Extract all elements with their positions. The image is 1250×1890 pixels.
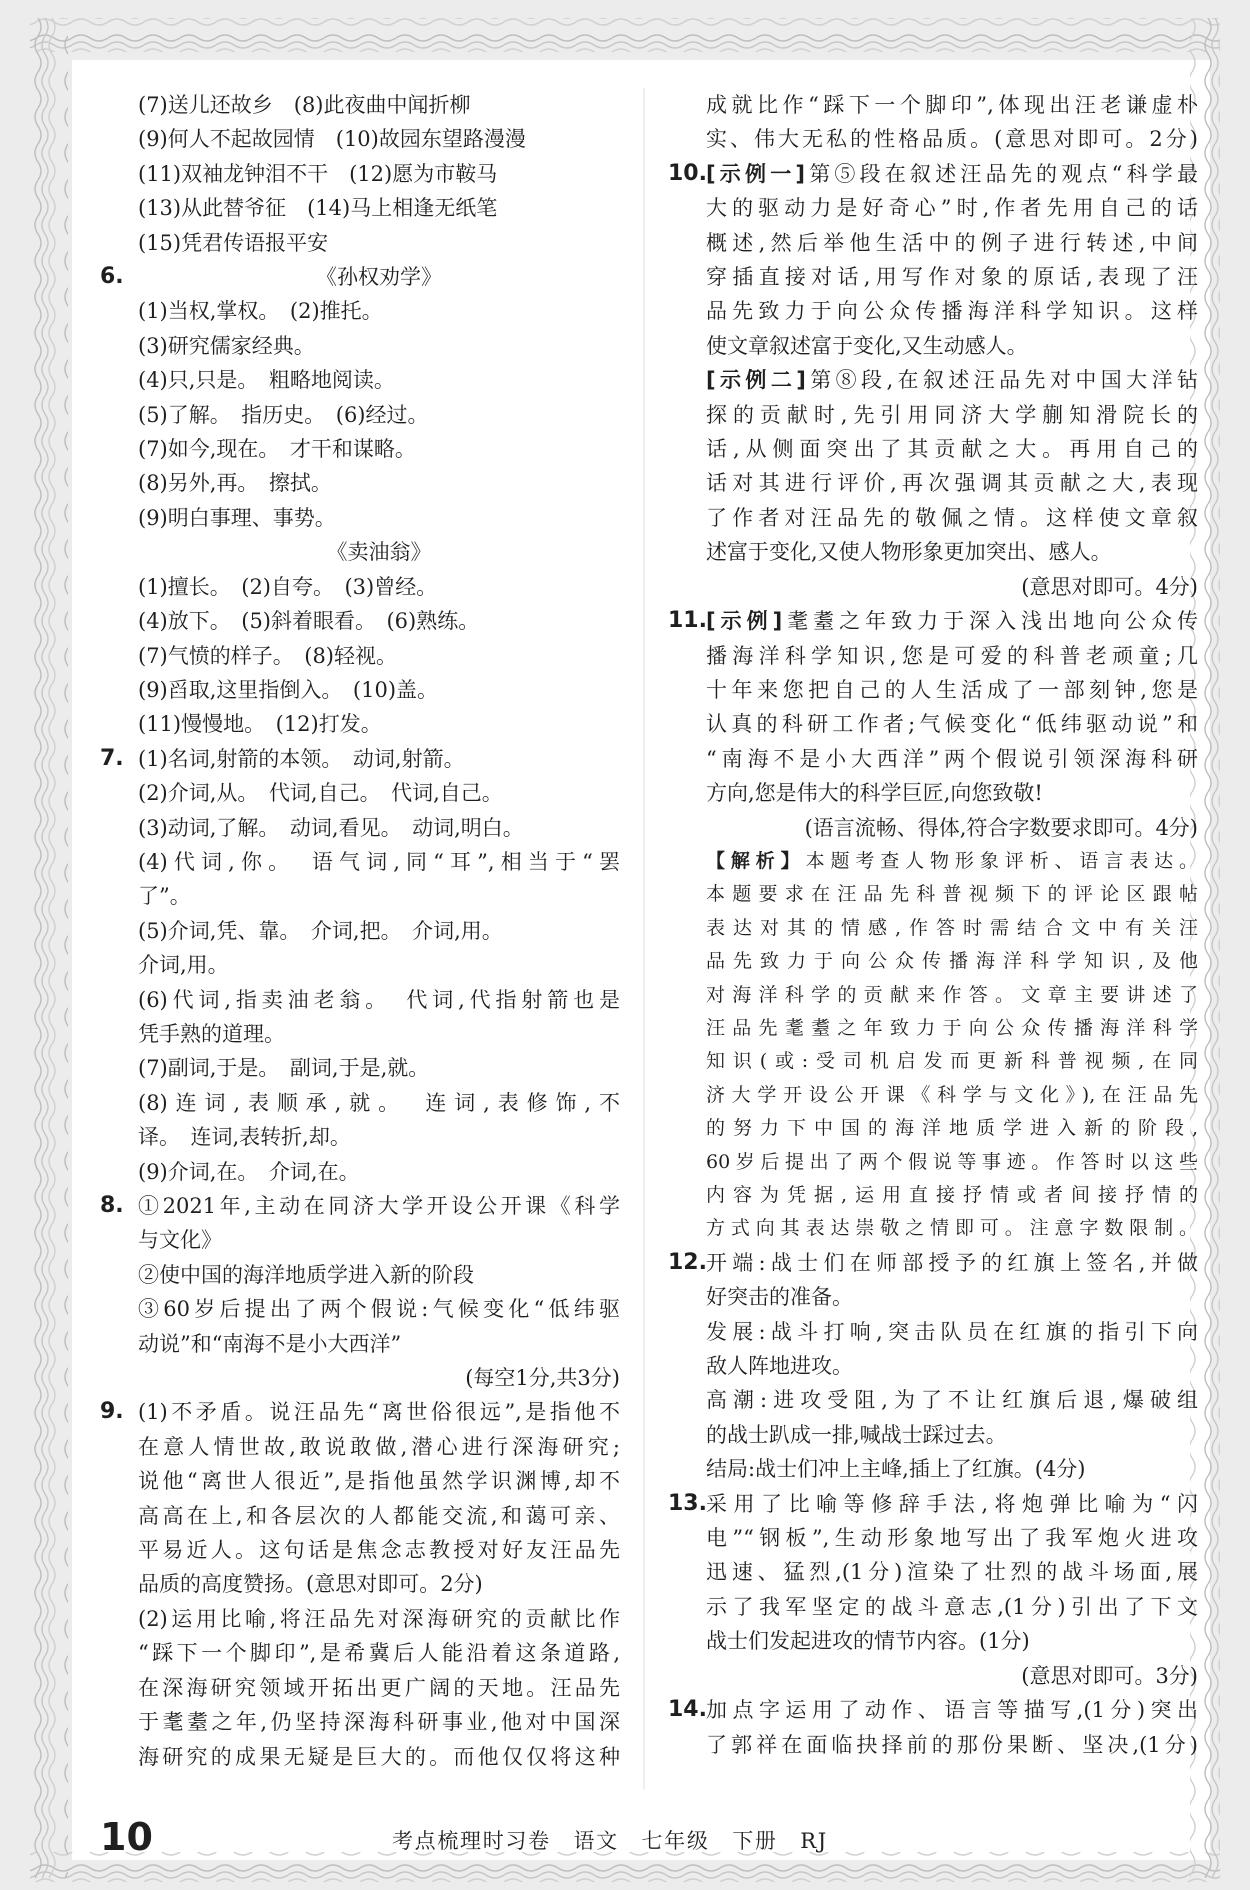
line-text: 60岁后提出了两个假说等事迹。作答时以这些	[706, 1150, 1198, 1173]
line-text: (2)介词,从。 代词,自己。 代词,自己。	[138, 781, 503, 806]
line-text: (9)介词,在。 介词,在。	[138, 1159, 360, 1184]
question-number: 13.	[668, 1490, 707, 1516]
answer-line	[138, 1533, 620, 1567]
line-text: 了作者对汪品先的敬佩之情。这样使文章叙	[706, 505, 1198, 530]
line-text: 知识(或:受司机启发而更新科普视频,在同	[706, 1050, 1198, 1073]
line-text: (语言流畅、得体,符合字数要求即可。4分)	[804, 815, 1198, 840]
answer-line	[706, 1452, 1198, 1486]
answer-line	[138, 191, 620, 225]
line-text: ①2021年,主动在同济大学开设公开课《科学	[138, 1194, 620, 1218]
line-text: 译。 连词,表转折,却。	[138, 1125, 351, 1150]
question-number: 14.	[668, 1697, 707, 1723]
line-text: 大的驱动力是好奇心”时,作者先用自己的话	[706, 196, 1198, 221]
line-text: 探的贡献时,先引用同济大学蒯知滑院长的	[706, 402, 1198, 427]
answer-line	[138, 1464, 620, 1498]
answer-line	[706, 1555, 1198, 1589]
line-text: 电”“钢板”,生动形象地写出了我军炮火进攻	[706, 1526, 1198, 1551]
answer-line	[138, 707, 620, 741]
line-text: 内容为凭据,运用直接抒情或者间接抒情的	[706, 1184, 1198, 1206]
answer-line	[706, 1112, 1198, 1145]
answer-item	[100, 1189, 620, 1395]
answer-line	[138, 639, 620, 673]
line-text: (意思对即可。3分)	[1021, 1663, 1198, 1688]
example-tag: [示例一]	[706, 161, 806, 186]
line-text: 于耄耋之年,仍坚持深海科研事业,他对中国深	[138, 1710, 620, 1735]
answer-line	[706, 1693, 1198, 1727]
answer-line	[138, 122, 620, 156]
line-text: (8)另外,再。 擦拭。	[138, 471, 332, 496]
line-text: (3)动词,了解。 动词,看见。 动词,明白。	[138, 815, 524, 840]
answer-line	[138, 1051, 620, 1085]
line-text: 迅速、猛烈,(1分)渲染了壮烈的战斗场面,展	[706, 1560, 1198, 1585]
answer-line	[706, 1179, 1198, 1212]
line-text: (7)如今,现在。 才干和谋略。	[138, 437, 416, 462]
answer-line	[706, 604, 1198, 638]
line-text: ③60岁后提出了两个假说:气候变化“低纬驱	[138, 1297, 620, 1322]
answer-item	[100, 260, 620, 742]
answer-line	[138, 1602, 620, 1636]
answer-line	[706, 845, 1198, 878]
answer-line	[138, 879, 620, 913]
answer-line	[138, 1430, 620, 1464]
answer-line	[138, 1223, 620, 1257]
answer-line	[138, 1292, 620, 1326]
answer-line	[706, 811, 1198, 845]
line-text: 海研究的成果无疑是巨大的。而他仅仅将这种	[138, 1744, 620, 1769]
answer-line	[138, 1705, 620, 1739]
line-text: 概述,然后举他生活中的例子进行转述,中间	[706, 230, 1198, 255]
line-text: (13)从此替爷征 (14)马上相逢无纸笔	[138, 196, 498, 221]
question-number: 7.	[100, 745, 124, 771]
answer-line	[706, 912, 1198, 945]
answer-line	[706, 1045, 1198, 1078]
answer-line	[138, 673, 620, 707]
answer-line	[138, 742, 620, 776]
line-text: 对海洋科学的贡献来作答。文章主要讲述了	[706, 983, 1198, 1006]
answer-line	[706, 1212, 1198, 1245]
question-number: 12.	[668, 1249, 707, 1275]
line-text: 发展:战斗打响,突击队员在红旗的指引下向	[706, 1319, 1198, 1344]
answer-line	[138, 1189, 620, 1223]
question-number: 6.	[100, 264, 124, 290]
line-text: 《卖油翁》	[326, 540, 432, 565]
left-column	[100, 88, 620, 1774]
answer-line	[138, 1120, 620, 1154]
right-column	[668, 88, 1198, 1762]
line-text: 了郭祥在面临抉择前的那份果断、坚决,(1分)	[706, 1732, 1198, 1757]
line-text: 成就比作“踩下一个脚印”,体现出汪老谦虚朴	[706, 93, 1198, 117]
footer-title: 考点梳理时习卷 语文 七年级 下册 RJ	[392, 1829, 828, 1853]
line-text: 介词,用。	[138, 953, 229, 978]
answer-line	[706, 88, 1198, 122]
answer-line	[706, 191, 1198, 225]
line-text: (5)介词,凭、靠。 介词,把。 介词,用。	[138, 918, 503, 943]
example-tag: [示例二]	[706, 368, 806, 393]
question-number: 10.	[668, 160, 707, 186]
answer-line	[706, 742, 1198, 776]
answer-line	[138, 776, 620, 810]
answer-line	[138, 570, 620, 604]
line-text: (2)运用比喻,将汪品先对深海研究的贡献比作	[138, 1606, 620, 1631]
answer-line	[138, 1740, 620, 1774]
line-text: 品先致力于向公众传播海洋科学知识,及他	[706, 950, 1198, 973]
answer-line	[706, 260, 1198, 294]
line-text: 的努力下中国的海洋地质学进入新的阶段,	[706, 1117, 1198, 1140]
answer-line	[706, 1280, 1198, 1314]
line-text: 开端:战士们在师部授予的红旗上签名,并做	[706, 1250, 1198, 1275]
line-text: 平易近人。这句话是焦念志教授对好友汪品先	[138, 1538, 620, 1563]
line-text: 在意人情世故,敢说敢做,潜心进行深海研究;	[138, 1434, 620, 1459]
answer-line	[138, 226, 620, 260]
line-text: (意思对即可。4分)	[1021, 574, 1198, 599]
line-text: (1)不矛盾。说汪品先“离世俗很远”,是指他不	[138, 1400, 620, 1425]
answer-line	[138, 157, 620, 191]
answer-line	[706, 1418, 1198, 1452]
line-text: ②使中国的海洋地质学进入新的阶段	[138, 1262, 474, 1287]
answer-line	[138, 1671, 620, 1705]
line-text: 好突击的准备。	[706, 1285, 853, 1310]
answer-line	[706, 639, 1198, 673]
line-text: (9)舀取,这里指倒入。 (10)盖。	[138, 677, 439, 702]
answer-line	[138, 845, 620, 879]
line-text: 采用了比喻等修辞手法,将炮弹比喻为“闪	[706, 1491, 1198, 1516]
answer-line	[706, 363, 1198, 397]
answer-line	[138, 1395, 620, 1429]
line-text: 第⑤段在叙述汪品先的观点“科学最	[805, 161, 1198, 186]
answer-line	[138, 294, 620, 328]
line-text: “南海不是小大西洋”两个假说引领深海科研	[706, 746, 1198, 771]
answer-line	[138, 948, 620, 982]
analysis-block	[668, 845, 1198, 1246]
answer-line	[706, 979, 1198, 1012]
line-text: 第⑧段,在叙述汪品先对中国大洋钻	[805, 368, 1198, 393]
line-text: (4)只,只是。 粗略地阅读。	[138, 368, 395, 393]
answer-line	[706, 1728, 1198, 1762]
line-text: (7)送儿还故乡 (8)此夜曲中闻折柳	[138, 93, 471, 117]
line-text: 认真的科研工作者;气候变化“低纬驱动说”和	[706, 712, 1198, 737]
example-tag: 【解析】	[706, 849, 806, 872]
answer-line	[706, 1315, 1198, 1349]
line-text: 述富于变化,又使人物形象更加突出、感人。	[706, 540, 1112, 565]
answer-line	[138, 1636, 620, 1670]
line-text: 示了我军坚定的战斗意志,(1分)引出了下文	[706, 1594, 1198, 1619]
answer-line	[706, 945, 1198, 978]
line-text: (1)名词,射箭的本领。 动词,射箭。	[138, 746, 465, 771]
line-text: 十年来您把自己的人生活成了一部刻钟,您是	[706, 677, 1198, 702]
page-number: 10	[100, 1815, 153, 1859]
line-text: 使文章叙述富于变化,又生动感人。	[706, 333, 1028, 358]
answer-line	[138, 811, 620, 845]
line-text: (每空1分,共3分)	[465, 1366, 620, 1391]
answer-line	[706, 1349, 1198, 1383]
line-text: 品先致力于向公众传播海洋科学知识。这样	[706, 299, 1198, 324]
answer-line	[138, 260, 620, 294]
answer-line	[138, 1567, 620, 1601]
line-text: 了”。	[138, 884, 191, 909]
answer-line	[706, 501, 1198, 535]
line-text: (4)放下。 (5)斜着眼看。 (6)熟练。	[138, 609, 480, 634]
line-text: (9)何人不起故园情 (10)故园东望路漫漫	[138, 127, 526, 152]
line-text: 方向,您是伟大的科学巨匠,向您致敬!	[706, 781, 1043, 806]
answer-line	[706, 1079, 1198, 1112]
answer-line	[706, 1659, 1198, 1693]
line-text: (11)双袖龙钟泪不干 (12)愿为市鞍马	[138, 161, 498, 186]
answer-line	[138, 466, 620, 500]
line-text: 在深海研究领域开拓出更广阔的天地。汪品先	[138, 1675, 620, 1700]
line-text: (3)研究儒家经典。	[138, 333, 315, 358]
answer-line	[138, 432, 620, 466]
line-text: (9)明白事理、事势。	[138, 505, 336, 530]
line-text: 高高在上,和各层次的人都能交流,和蔼可亲、	[138, 1503, 620, 1528]
answer-line	[706, 329, 1198, 363]
line-text: 品质的高度赞扬。(意思对即可。2分)	[138, 1572, 483, 1597]
answer-line	[138, 535, 620, 569]
answer-line	[706, 1624, 1198, 1658]
line-text: 方式向其表达崇敬之情即可。注意字数限制。	[706, 1217, 1198, 1240]
line-text: (5)了解。 指历史。 (6)经过。	[138, 402, 429, 427]
line-text: 表达对其的情感,作答时需结合文中有关汪	[706, 916, 1198, 939]
line-text: 本题考查人物形象评析、语言表达。	[805, 849, 1198, 872]
line-text: (7)气愤的样子。 (8)轻视。	[138, 643, 397, 668]
answer-line	[706, 776, 1198, 810]
line-text: (11)慢慢地。 (12)打发。	[138, 712, 382, 737]
line-text: 耄耋之年致力于深入浅出地向公众传	[782, 609, 1198, 634]
line-text: 加点字运用了动作、语言等描写,(1分)突出	[706, 1698, 1198, 1723]
answer-line	[706, 535, 1198, 569]
line-text: 说他“离世人很近”,是指他虽然学识渊博,却不	[138, 1469, 620, 1494]
line-text: 穿插直接对话,用写作对象的原话,表现了汪	[706, 265, 1198, 290]
line-text: (4)代词,你。 语气词,同“耳”,相当于“罢	[138, 849, 620, 874]
line-text: 凭手熟的道理。	[138, 1021, 285, 1046]
line-text: (1)当权,掌权。 (2)推托。	[138, 299, 383, 324]
answer-line	[138, 1258, 620, 1292]
line-text: 本题要求在汪品先科普视频下的评论区跟帖	[706, 883, 1198, 906]
answer-item	[668, 1693, 1198, 1762]
answer-line	[138, 1017, 620, 1051]
answer-item	[668, 1246, 1198, 1487]
answer-item	[100, 1395, 620, 1773]
answer-line	[138, 604, 620, 638]
answer-line	[138, 329, 620, 363]
answer-line	[138, 983, 620, 1017]
answer-item	[668, 1487, 1198, 1693]
question-number: 9.	[100, 1399, 124, 1425]
line-text: 济大学开设公开课《科学与文化》),在汪品先	[706, 1083, 1198, 1106]
answer-line	[138, 1361, 620, 1395]
answer-line	[138, 1327, 620, 1361]
line-text: 动说”和“南海不是小大西洋”	[138, 1331, 402, 1356]
answer-continuation	[100, 88, 620, 260]
answer-line	[706, 294, 1198, 328]
answer-line	[706, 1146, 1198, 1179]
answer-line	[706, 707, 1198, 741]
answer-line	[138, 1155, 620, 1189]
line-text: “踩下一个脚印”,是希冀后人能沿着这条道路,	[138, 1641, 620, 1666]
line-text: 《孙权劝学》	[316, 265, 442, 290]
answer-line	[138, 501, 620, 535]
answer-line	[138, 914, 620, 948]
example-tag: [示例]	[706, 609, 783, 634]
answer-item	[668, 604, 1198, 845]
line-text: 话,从侧面突出了其贡献之大。再用自己的	[706, 437, 1198, 462]
line-text: 汪品先耄耋之年致力于向公众传播海洋科学	[706, 1016, 1198, 1039]
line-text: (7)副词,于是。 副词,于是,就。	[138, 1056, 430, 1081]
line-text: 话对其进行评价,再次强调其贡献之大,表现	[706, 471, 1198, 496]
answer-line	[706, 673, 1198, 707]
answer-line	[706, 226, 1198, 260]
answer-line	[706, 1487, 1198, 1521]
line-text: 与文化》	[138, 1228, 222, 1253]
answer-continuation	[668, 88, 1198, 157]
answer-line	[706, 466, 1198, 500]
answer-line	[138, 363, 620, 397]
line-text: 结局:战士们冲上主峰,插上了红旗。(4分)	[706, 1457, 1086, 1482]
answer-item	[668, 157, 1198, 604]
line-text: (8)连词,表顺承,就。 连词,表修饰,不	[138, 1090, 620, 1115]
question-number: 8.	[100, 1193, 124, 1218]
answer-line	[706, 1590, 1198, 1624]
answer-line	[706, 432, 1198, 466]
line-text: 的战士趴成一排,喊战士踩过去。	[706, 1422, 1007, 1447]
answer-line	[706, 122, 1198, 156]
answer-line	[138, 1499, 620, 1533]
line-text: (15)凭君传语报平安	[138, 230, 329, 255]
answer-line	[138, 398, 620, 432]
line-text: (6)代词,指卖油老翁。 代词,代指射箭也是	[138, 987, 620, 1012]
answer-line	[138, 1086, 620, 1120]
answer-line	[706, 1521, 1198, 1555]
answer-line	[706, 1012, 1198, 1045]
answer-line	[138, 88, 620, 122]
line-text: 高潮:进攻受阻,为了不让红旗后退,爆破组	[706, 1388, 1198, 1413]
answer-item	[100, 742, 620, 1189]
line-text: (1)擅长。 (2)自夸。 (3)曾经。	[138, 574, 438, 599]
answer-line	[706, 157, 1198, 191]
question-number: 11.	[668, 608, 707, 634]
answer-line	[706, 570, 1198, 604]
answer-line	[706, 1246, 1198, 1280]
line-text: 实、伟大无私的性格品质。(意思对即可。2分)	[706, 127, 1198, 152]
line-text: 敌人阵地进攻。	[706, 1354, 853, 1379]
answer-line	[706, 1383, 1198, 1417]
line-text: 播海洋科学知识,您是可爱的科普老顽童;几	[706, 643, 1198, 668]
answer-line	[706, 398, 1198, 432]
answer-line	[706, 878, 1198, 911]
line-text: 战士们发起进攻的情节内容。(1分)	[706, 1629, 1030, 1654]
